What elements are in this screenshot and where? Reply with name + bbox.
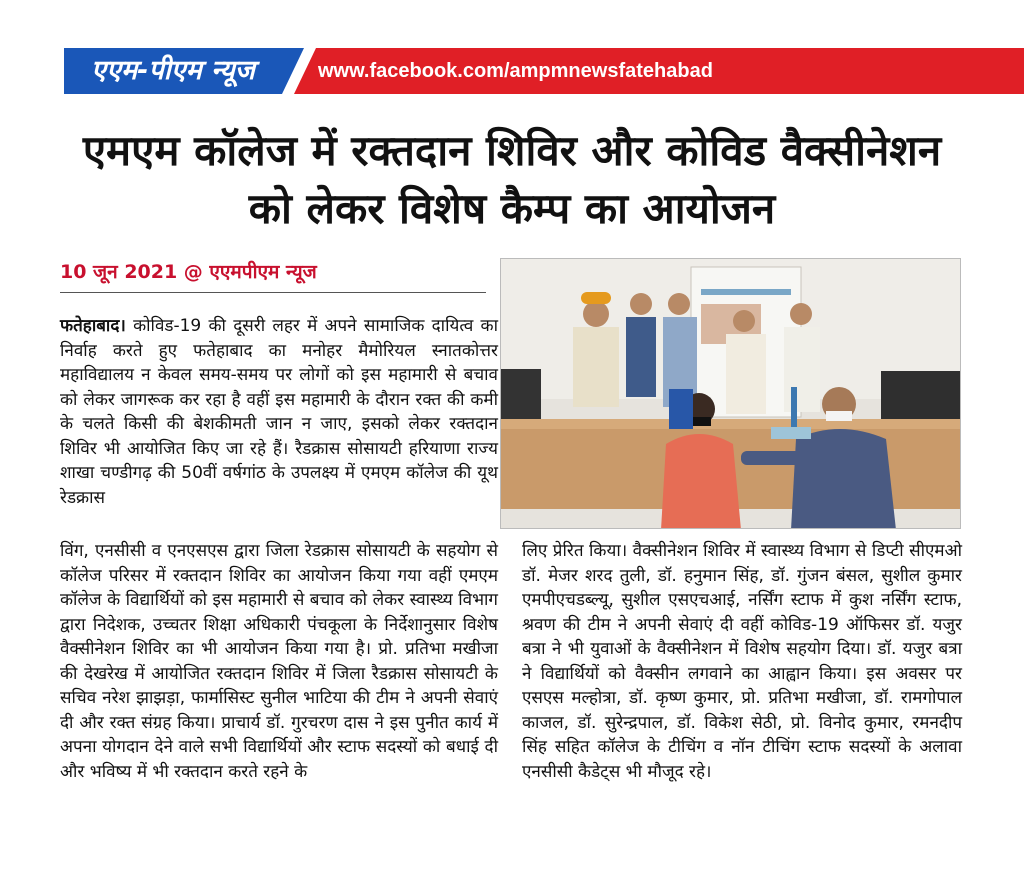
dateline-rule	[60, 292, 486, 293]
dateline: 10 जून 2021 @ एएमपीएम न्यूज	[60, 261, 317, 283]
headline-line-2: को लेकर विशेष कैम्प का आयोजन	[248, 184, 776, 233]
brand-logo: एएम-पीएम न्यूज	[64, 48, 282, 94]
news-photo	[500, 258, 961, 529]
article-column-left-lower: विंग, एनसीसी व एनएसएस द्वारा जिला रेडक्रास सोसायटी के सहयोग से कॉलेज परिसर में रक्तदान शिविर का आयोजन किया गया वहीं एमएम कॉलेज के विद्यार्थियों को इस महामारी से बचाव को लेकर स्वास्थ्य विभाग द्वारा निदेशक, उच्चतर शिक्षा अधिकारी पंचकूला के निर्देशानुसार विशेष वैक्सीनेशन शिविर का भी आयोजन किया गया है। प्रो. प्रतिभा मखीजा की देखरेख में आयोजित रक्तदान शिविर में जिला रैडक्रास सोसायटी के सचिव नरेश झाझड़ा, फार्मासिस्ट सुनील भाटिया की टीम ने अपनी सेवाएं दी और रक्त संग्रह किया। प्राचार्य डॉ. गुरचरण दास ने इस पुनीत कार्य में अपना योगदान देने वाले सभी विद्यार्थियों और स्टाफ सदस्यों को बधाई दी और भविष्य में भी रक्तदान करते रहने के	[60, 541, 498, 782]
vaccination-photo-illustration	[501, 259, 961, 529]
facebook-url[interactable]: www.facebook.com/ampmnewsfatehabad	[318, 60, 713, 82]
headline	[40, 122, 984, 238]
headline-line-1: एमएम कॉलेज में रक्तदान शिविर और कोविड वैक्सीनेशन	[82, 126, 942, 175]
article-column-right: लिए प्रेरित किया। वैक्सीनेशन शिविर में स्वास्थ्य विभाग से डिप्टी सीएमओ डॉ. मेजर शरद तुली, डॉ. हनुमान सिंह, डॉ. गुंजन बंसल, सुशील कुमार एमपीएचडब्ल्यू, सुशील एसएचआई, नर्सिंग स्टाफ में कुश नर्सिंग स्टाफ, श्रवण की टीम ने अपनी सेवाएं दी वहीं कोविड-19 ऑफिसर डॉ. यजुर बत्रा ने भी युवाओं के वैक्सीनेशन में विशेष सहयोग दिया। डॉ. यजुर बत्रा ने विद्यार्थियों को वैक्सीन लगवाने का आह्वान किया। इस अवसर पर एसएस मल्होत्रा, डॉ. कृष्ण कुमार, प्रो. प्रतिभा मखीजा, डॉ. रामगोपाल काजल, डॉ. सुरेन्द्रपाल, डॉ. विकेश सेठी, प्रो. विनोद कुमार, रमनदीप सिंह सहित कॉलेज के टीचिंग व नॉन टीचिंग स्टाफ सदस्यों के अलावा एनसीसी कैडेट्स भी मौजूद रहे।	[522, 541, 962, 782]
body-upper: कोविड-19 की दूसरी लहर में अपने सामाजिक दायित्व का निर्वाह करते हुए फतेहाबाद का मनोहर मैमोरियल स्नातकोत्तर महाविद्यालय न केवल समय-समय पर लोगों को इस महामारी से बचाव को लेकर जागरूक कर रहा है वहीं इस महामारी के दौरान रक्त की कमी के चलते किसी की बेशकीमती जान न जाए, इसको लेकर रक्तदान शिविर भी आयोजित किए जा रहे हैं। रैडक्रास सोसायटी हरियाणा राज्य शाखा चण्डीगढ़ की 50वीं वर्षगांठ के उपलक्ष्य में एमएम कॉलेज की यूथ रेडक्रास	[60, 316, 499, 508]
article-column-left-upper	[60, 314, 498, 510]
lead-place: फतेहाबाद।	[60, 316, 126, 336]
masthead	[64, 48, 1024, 94]
